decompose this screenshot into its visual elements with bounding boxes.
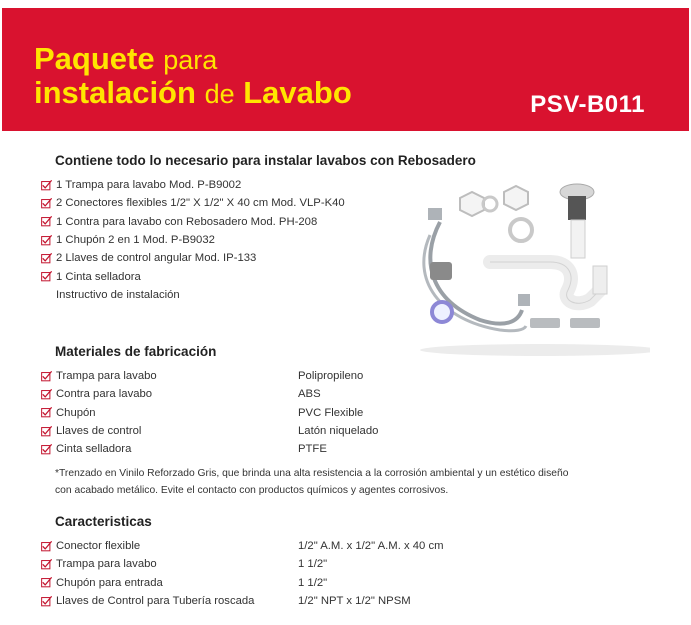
trap-pipe-icon bbox=[593, 266, 607, 294]
checkbox-icon bbox=[41, 253, 52, 264]
checkbox-icon bbox=[41, 389, 52, 400]
checkbox-icon bbox=[41, 559, 52, 570]
item-text: Instructivo de instalación bbox=[56, 288, 180, 301]
row-value: PVC Flexible bbox=[298, 406, 364, 419]
list-item bbox=[41, 176, 345, 194]
row-label: Chupón para entrada bbox=[56, 576, 163, 589]
checkbox-icon bbox=[41, 216, 52, 227]
title-word-instalacion: instalación bbox=[34, 75, 196, 110]
specs-heading: Caracteristicas bbox=[55, 514, 152, 529]
row-label: Trampa para lavabo bbox=[56, 558, 157, 571]
checkbox-icon bbox=[41, 407, 52, 418]
checkbox-icon bbox=[41, 235, 52, 246]
table-row bbox=[41, 537, 444, 555]
row-value: PTFE bbox=[298, 443, 327, 456]
table-row bbox=[41, 592, 411, 610]
page-title bbox=[34, 43, 352, 108]
row-label: Trampa para lavabo bbox=[56, 370, 157, 383]
item-text: 1 Chupón 2 en 1 Mod. P-B9032 bbox=[56, 234, 215, 247]
ring-icon bbox=[483, 197, 497, 211]
checkbox-icon bbox=[41, 596, 52, 607]
model-code: PSV-B011 bbox=[530, 91, 645, 118]
list-item bbox=[41, 194, 345, 212]
nut-icon bbox=[460, 192, 484, 216]
table-row bbox=[41, 555, 328, 573]
checkbox-icon bbox=[41, 541, 52, 552]
list-item bbox=[41, 286, 345, 304]
contents-list bbox=[41, 176, 345, 304]
item-text: 1 Trampa para lavabo Mod. P-B9002 bbox=[56, 179, 242, 192]
checkbox-icon bbox=[41, 198, 52, 209]
checkbox-icon bbox=[41, 426, 52, 437]
title-word-paquete: Paquete bbox=[34, 41, 155, 76]
valve-icon bbox=[570, 318, 600, 328]
contents-heading: Contiene todo lo necesario para instalar lavabos con Rebosadero bbox=[55, 153, 476, 168]
row-label: Contra para lavabo bbox=[56, 388, 153, 401]
checkbox-icon bbox=[41, 444, 52, 455]
checkbox-icon bbox=[41, 180, 52, 191]
row-label: Llaves de control bbox=[56, 425, 142, 438]
specs-list bbox=[41, 537, 444, 610]
list-item bbox=[41, 231, 345, 249]
drain-pipe-icon bbox=[571, 220, 585, 258]
materials-heading: Materiales de fabricación bbox=[55, 344, 217, 359]
sealing-tape-icon bbox=[432, 302, 452, 322]
ring-icon bbox=[510, 219, 532, 241]
title-word-de: de bbox=[204, 79, 235, 109]
row-label: Llaves de Control para Tubería roscada bbox=[56, 595, 255, 608]
row-label: Chupón bbox=[56, 406, 96, 419]
drain-body-icon bbox=[568, 196, 586, 220]
checkbox-icon bbox=[41, 371, 52, 382]
materials-list bbox=[41, 367, 379, 458]
title-word-lavabo: Lavabo bbox=[243, 75, 352, 110]
materials-note: *Trenzado en Vinilo Reforzado Gris, que brinda una alta resistencia a la corrosión ambiental y un estético diseño con acabado metálico. Evite el contacto con productos químicos y agentes corrosivos. bbox=[55, 468, 569, 496]
row-label: Cinta selladora bbox=[56, 443, 132, 456]
tape-roll-icon bbox=[430, 262, 452, 280]
row-value: 1 1/2" bbox=[298, 576, 328, 589]
item-text: 2 Conectores flexibles 1/2" X 1/2" X 40 cm Mod. VLP-K40 bbox=[56, 197, 345, 210]
p-trap-icon bbox=[490, 262, 600, 303]
row-value: 1 1/2" bbox=[298, 558, 328, 571]
title-word-para: para bbox=[163, 45, 218, 75]
list-item bbox=[41, 267, 345, 285]
list-item bbox=[41, 213, 345, 231]
row-value: Latón niquelado bbox=[298, 425, 379, 438]
table-row bbox=[41, 404, 364, 422]
row-value: Polipropileno bbox=[298, 370, 364, 383]
table-row bbox=[41, 367, 364, 385]
row-value: 1/2" A.M. x 1/2" A.M. x 40 cm bbox=[298, 540, 444, 553]
checkbox-icon bbox=[41, 577, 52, 588]
checkbox-icon bbox=[41, 271, 52, 282]
table-row bbox=[41, 574, 328, 592]
hose-nut-icon bbox=[518, 294, 530, 306]
nut-icon bbox=[504, 186, 528, 210]
table-row bbox=[41, 385, 321, 403]
row-value: ABS bbox=[298, 388, 321, 401]
item-text: 1 Contra para lavabo con Rebosadero Mod. PH-208 bbox=[56, 215, 318, 228]
item-text: 1 Cinta selladora bbox=[56, 270, 141, 283]
row-label: Conector flexible bbox=[56, 540, 141, 553]
shadow bbox=[420, 344, 650, 356]
valve-icon bbox=[530, 318, 560, 328]
product-illustration bbox=[400, 180, 650, 360]
item-text: 2 Llaves de control angular Mod. IP-133 bbox=[56, 252, 257, 265]
table-row bbox=[41, 440, 327, 458]
list-item bbox=[41, 249, 345, 267]
hose-nut-icon bbox=[428, 208, 442, 220]
row-value: 1/2" NPT x 1/2" NPSM bbox=[298, 595, 411, 608]
table-row bbox=[41, 422, 379, 440]
